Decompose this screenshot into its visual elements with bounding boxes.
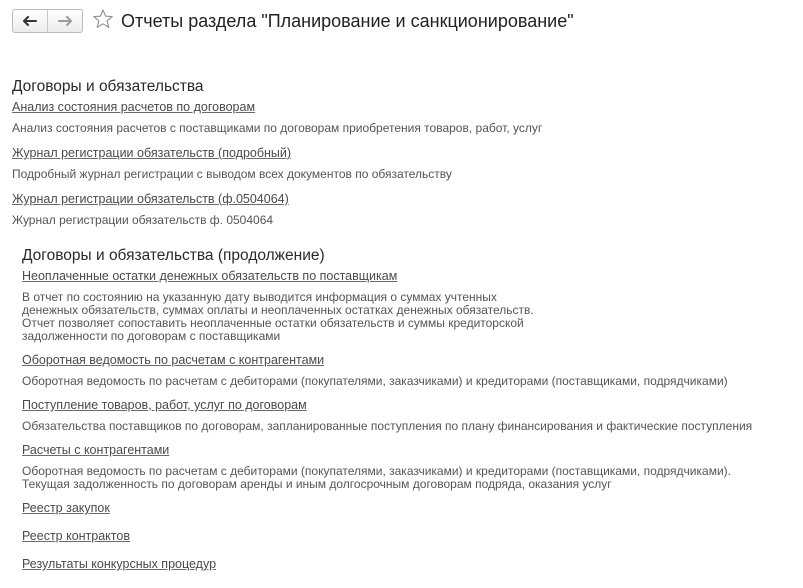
- report-description: [12, 168, 542, 181]
- description-line: Оборотная ведомость по расчетам с дебиторами (покупателями, заказчиками) и кредиторами (поставщиками, подрядчиками).: [22, 464, 731, 478]
- report-link[interactable]: Реестр закупок: [22, 501, 110, 515]
- report-description: [12, 122, 542, 135]
- report-description: [12, 214, 542, 227]
- description-line: задолженности по договорам с поставщиками: [22, 329, 281, 343]
- report-item: [12, 190, 542, 227]
- description-line: Журнал регистрации обязательств ф. 0504064: [12, 213, 274, 227]
- report-item: [22, 396, 752, 433]
- report-item: [22, 499, 752, 517]
- report-description: [22, 375, 752, 388]
- star-icon: [92, 8, 114, 35]
- report-section: [22, 247, 752, 583]
- header-bar: [12, 8, 574, 34]
- page-title: Отчеты раздела "Планирование и санкционирование": [121, 10, 574, 31]
- description-line: Оборотная ведомость по расчетам с дебиторами (покупателями, заказчиками) и кредиторами (поставщиками, подрядчиками): [22, 374, 728, 388]
- description-line: Отчет позволяет сопоставить неоплаченные остатки обязательств и суммы кредиторской: [22, 316, 524, 330]
- report-item: [22, 555, 752, 573]
- forward-button[interactable]: [47, 10, 82, 32]
- report-description: [22, 465, 752, 491]
- section-title: Договоры и обязательства: [12, 78, 204, 95]
- section-title: Договоры и обязательства (продолжение): [22, 247, 325, 264]
- report-link[interactable]: Оборотная ведомость по расчетам с контрагентами: [22, 353, 325, 367]
- report-item: [12, 98, 542, 135]
- description-line: Обязательства поставщиков по договорам, запланированные поступления по плану финансирования и фактические поступления: [22, 419, 753, 433]
- report-link[interactable]: Результаты конкурсных процедур: [22, 557, 217, 571]
- report-item: [22, 527, 752, 545]
- arrow-right-icon: [58, 16, 72, 26]
- report-link[interactable]: Журнал регистрации обязательств (ф.0504064): [12, 192, 289, 206]
- navigation-buttons: [12, 9, 83, 33]
- report-link[interactable]: Реестр контрактов: [22, 529, 130, 543]
- report-link[interactable]: Поступление товаров, работ, услуг по договорам: [22, 398, 307, 412]
- back-button[interactable]: [13, 10, 47, 32]
- report-description: [22, 291, 752, 343]
- report-link[interactable]: Журнал регистрации обязательств (подробный): [12, 146, 292, 160]
- report-item: [22, 441, 752, 491]
- favorite-button[interactable]: [92, 10, 114, 32]
- report-link[interactable]: Неоплаченные остатки денежных обязательств по поставщикам: [22, 269, 398, 283]
- description-line: В отчет по состоянию на указанную дату выводится информация о суммах учтенных: [22, 290, 497, 304]
- description-line: денежных обязательств, суммах оплаты и неоплаченных остатках денежных обязательств.: [22, 303, 534, 317]
- report-item: [22, 351, 752, 388]
- report-item: [12, 144, 542, 181]
- report-link[interactable]: Расчеты с контрагентами: [22, 443, 170, 457]
- report-item: [22, 267, 752, 343]
- description-line: Подробный журнал регистрации с выводом всех документов по обязательству: [12, 167, 452, 181]
- arrow-left-icon: [23, 16, 37, 26]
- report-link[interactable]: Анализ состояния расчетов по договорам: [12, 100, 256, 114]
- description-line: Текущая задолженность по договорам аренды и иным долгосрочным договорам подряда, оказания услуг: [22, 477, 612, 491]
- report-description: [22, 420, 752, 433]
- report-section: [12, 78, 542, 236]
- description-line: Анализ состояния расчетов с поставщиками по договорам приобретения товаров, работ, услуг: [12, 121, 543, 135]
